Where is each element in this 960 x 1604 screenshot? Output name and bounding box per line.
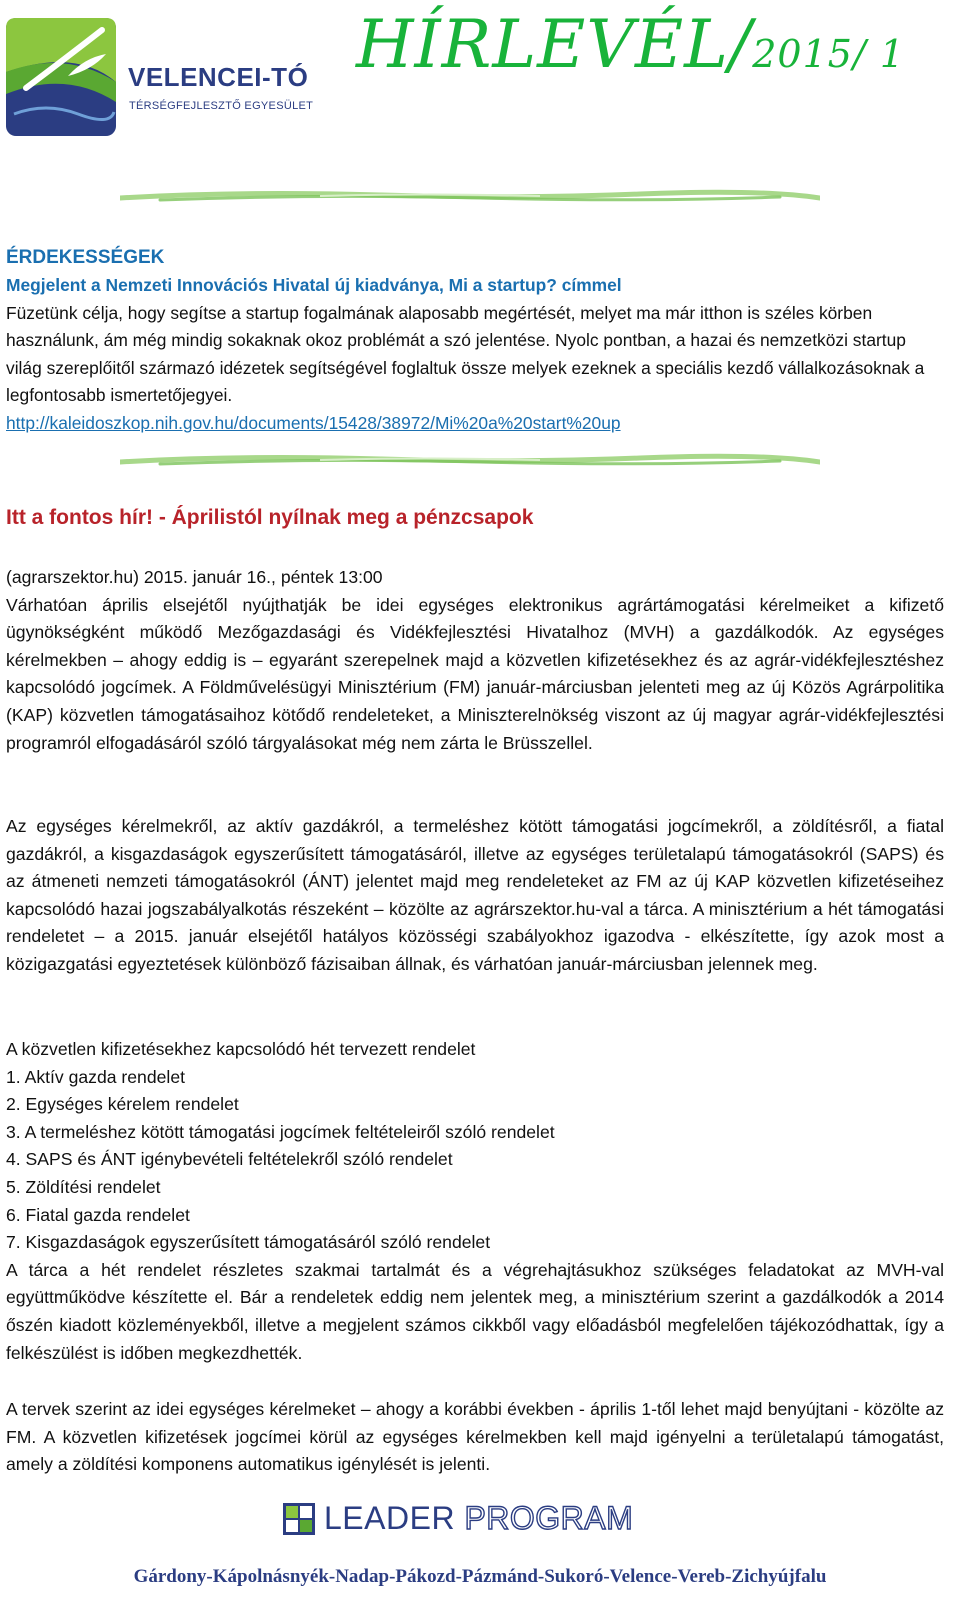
- logo-subtitle: TÉRSÉGFEJLESZTŐ EGYESÜLET: [129, 100, 314, 112]
- news-headline: Itt a fontos hír! - Áprilistól nyílnak meg a pénzcsapok: [6, 506, 534, 529]
- list-item: 2. Egységes kérelem rendelet: [6, 1094, 239, 1115]
- newsletter-masthead: [356, 6, 905, 83]
- news-paragraph: A tervek szerint az idei egységes kérelmeket – ahogy a korábbi években - április 1-től lehet majd benyújtani - közölte az FM. A közvetlen kifizetések jogcímei körül az egységes kérelmekben kell majd igényelni a területalapú támogatást, amely a zöldítési komponens automatikus igénylését is jelenti.: [6, 1399, 944, 1475]
- section-title: ÉRDEKESSÉGEK: [6, 247, 165, 268]
- list-item: 7. Kisgazdaságok egyszerűsített támogatásáról szóló rendelet: [6, 1232, 491, 1253]
- list-intro: A közvetlen kifizetésekhez kapcsolódó hét tervezett rendelet: [6, 1039, 476, 1059]
- list-item: 3. A termeléshez kötött támogatási jogcímek feltételeiről szóló rendelet: [6, 1121, 555, 1142]
- velencei-to-logo-icon: [6, 18, 116, 136]
- program-word: PROGRAM: [464, 1500, 634, 1536]
- article-link[interactable]: http://kaleidoszkop.nih.gov.hu/documents/15428/38972/Mi%20a%20start%20up: [6, 412, 621, 433]
- list-item: 5. Zöldítési rendelet: [6, 1176, 161, 1197]
- list-item: 6. Fiatal gazda rendelet: [6, 1204, 190, 1225]
- masthead-issue: 2015/ 1: [752, 32, 905, 76]
- news-paragraph: A tárca a hét rendelet részletes szakmai tartalmát és a végrehajtásukhoz szükséges feladatokat az MVH-val együttműködve készítette el. Bár a rendeletek eddig nem jelentek meg, a minisztérium szerint a gazdálkodók a 2014 őszén kiadott közleményekből, illetve a megjelent számos cikkből vagy előadásból megfelelően tájékozódhattak, így a felkészülést is időben megkezdhették.: [6, 1259, 944, 1363]
- regulation-list-block: [6, 1036, 944, 1367]
- leader-program-icon: [282, 1502, 316, 1536]
- regulation-list: [6, 1064, 944, 1257]
- list-item: 4. SAPS és ÁNT igénybevételi feltételekről szóló rendelet: [6, 1149, 453, 1170]
- article-body: Füzetünk célja, hogy segítse a startup fogalmának alaposabb megértését, melyet ma már itthon is széles körben használunk, ám még mindig sokaknak okoz problémát a szó jelentése. Nyolc pontban, a hazai és nemzetközi startup világ szereplőitől származó idézetek segítségével foglaltuk össze melyek ezeknek a speciális kezdő vállalkozásoknak a legfontosabb ismertetőjegyei.: [6, 302, 925, 405]
- news-paragraph: Az egységes kérelmekről, az aktív gazdákról, a termeléshez kötött támogatási jogcímekről, a zöldítésről, a fiatal gazdákról, a kisgazdaságok egyszerűsített támogatásáról, illetve az egységes területalapú támogatásokról (SAPS) és az átmeneti nemzeti támogatásokról (ÁNT) jelentet majd meg rendeleteket az FM az új KAP közvetlen kifizetéseihez kapcsolódó hazai jogszabályalkotás részeként – közölte az agrárszektor.hu-val a tárca. A minisztérium a hét támogatási rendeletet – a 2015. január elsejétől hatályos közösségi szabályokhoz igazodva - elkészítette, így azok most a közigazgatási egyeztetések különböző fázisaiban állnak, és várhatóan január-márciusban jelennek meg.: [6, 816, 944, 974]
- list-item: 1. Aktív gazda rendelet: [6, 1066, 185, 1087]
- leader-word: LEADER: [324, 1500, 456, 1536]
- leader-program-logo: [282, 1502, 664, 1538]
- news-dateline: (agrarszektor.hu) 2015. január 16., péntek 13:00: [6, 567, 383, 587]
- logo-title: VELENCEI-TÓ: [128, 62, 309, 92]
- article-headline: Megjelent a Nemzeti Innovációs Hivatal új kiadványa, Mi a startup? címmel: [6, 275, 622, 295]
- footer-towns: Gárdony-Kápolnásnyék-Nadap-Pákozd-Pázmánd-Sukoró-Velence-Vereb-Zichyújfalu: [133, 1566, 827, 1587]
- news-paragraph: Várhatóan április elsejétől nyújthatják be idei egységes elektronikus agrártámogatási kérelmeiket a kifizető ügynökségként működő Mezőgazdasági és Vidékfejlesztési Hivatalhoz (MVH) a gazdálkodók. Az egységes kérelmekben – ahogy eddig is – egyaránt szerepelnek majd a közvetlen kifizetésekhez és az agrár-vidékfejlesztéshez kapcsolódó jogcímek. A Földművelésügyi Minisztérium (FM) január-márciusban jelenteti meg az új Közös Agrárpolitika (KAP) közvetlen támogatásaihoz kötődő rendeleteket, a Miniszterelnökség viszont az új magyar agrár-vidékfejlesztési programról elfogadásáról szóló tárgyalásokat még nem zárta le Brüsszellel.: [6, 594, 944, 753]
- news-intro: [6, 564, 944, 757]
- leader-program-text: [324, 1500, 633, 1537]
- masthead-title: HÍRLEVÉL/: [356, 6, 753, 83]
- green-brush-divider: [120, 186, 820, 208]
- article-startup: [6, 272, 946, 437]
- green-brush-divider: [120, 450, 820, 472]
- velencei-to-logo: [6, 18, 314, 136]
